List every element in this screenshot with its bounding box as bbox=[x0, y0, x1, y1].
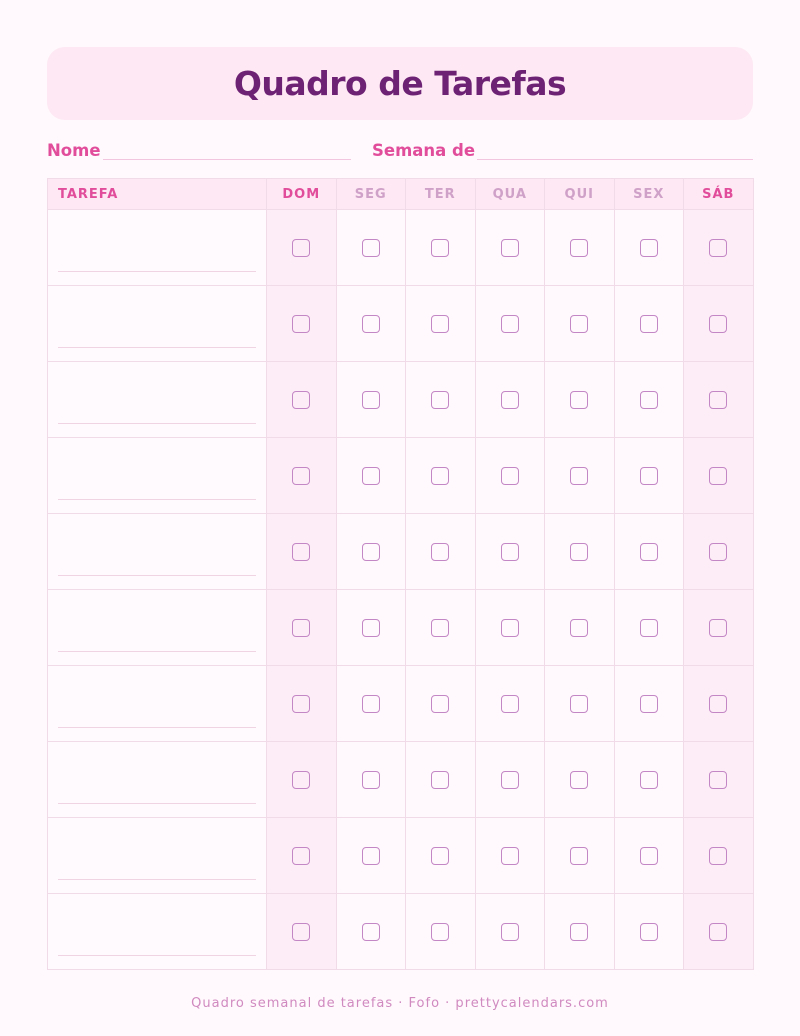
table-row bbox=[48, 438, 754, 514]
name-field[interactable] bbox=[47, 138, 351, 160]
checkbox[interactable] bbox=[292, 239, 310, 257]
task-cell[interactable] bbox=[48, 438, 267, 514]
day-header-dom: DOM bbox=[267, 179, 337, 210]
checkbox[interactable] bbox=[709, 695, 727, 713]
footer-text: Quadro semanal de tarefas · Fofo · prettycalendars.com bbox=[191, 996, 609, 1011]
day-cell bbox=[684, 286, 754, 362]
day-cell bbox=[614, 590, 684, 666]
checkbox[interactable] bbox=[292, 467, 310, 485]
day-cell bbox=[545, 894, 615, 970]
day-cell bbox=[614, 742, 684, 818]
task-cell[interactable] bbox=[48, 818, 267, 894]
day-cell bbox=[545, 590, 615, 666]
checkbox[interactable] bbox=[292, 315, 310, 333]
checkbox[interactable] bbox=[501, 315, 519, 333]
page-title: Quadro de Tarefas bbox=[233, 64, 567, 103]
day-cell bbox=[684, 362, 754, 438]
task-write-line bbox=[58, 347, 256, 348]
checkbox[interactable] bbox=[431, 771, 449, 789]
table-header-row bbox=[48, 179, 754, 210]
checkbox[interactable] bbox=[709, 771, 727, 789]
checkbox[interactable] bbox=[292, 847, 310, 865]
task-write-line bbox=[58, 499, 256, 500]
checkbox[interactable] bbox=[292, 543, 310, 561]
day-cell bbox=[545, 210, 615, 286]
checkbox[interactable] bbox=[709, 619, 727, 637]
task-cell[interactable] bbox=[48, 590, 267, 666]
checkbox[interactable] bbox=[640, 619, 658, 637]
checkbox[interactable] bbox=[362, 771, 380, 789]
day-cell bbox=[406, 590, 476, 666]
week-field[interactable] bbox=[372, 138, 753, 160]
header-fields bbox=[47, 138, 753, 160]
checkbox[interactable] bbox=[501, 467, 519, 485]
day-cell bbox=[267, 742, 337, 818]
checkbox[interactable] bbox=[640, 467, 658, 485]
day-cell bbox=[545, 362, 615, 438]
day-cell bbox=[267, 894, 337, 970]
day-cell bbox=[336, 286, 406, 362]
day-cell bbox=[684, 514, 754, 590]
checkbox[interactable] bbox=[292, 695, 310, 713]
checkbox[interactable] bbox=[640, 391, 658, 409]
checkbox[interactable] bbox=[570, 315, 588, 333]
task-write-line bbox=[58, 423, 256, 424]
day-cell bbox=[545, 742, 615, 818]
day-cell bbox=[475, 818, 545, 894]
checkbox[interactable] bbox=[570, 467, 588, 485]
checkbox[interactable] bbox=[640, 315, 658, 333]
day-header-ter: TER bbox=[406, 179, 476, 210]
checkbox[interactable] bbox=[431, 619, 449, 637]
task-cell[interactable] bbox=[48, 362, 267, 438]
day-cell bbox=[406, 362, 476, 438]
checkbox[interactable] bbox=[431, 467, 449, 485]
checkbox[interactable] bbox=[292, 391, 310, 409]
task-column-header: TAREFA bbox=[48, 179, 267, 210]
checkbox[interactable] bbox=[709, 239, 727, 257]
task-write-line bbox=[58, 803, 256, 804]
day-cell bbox=[684, 894, 754, 970]
checkbox[interactable] bbox=[362, 391, 380, 409]
task-cell[interactable] bbox=[48, 514, 267, 590]
checkbox[interactable] bbox=[362, 467, 380, 485]
day-cell bbox=[267, 210, 337, 286]
table-row bbox=[48, 742, 754, 818]
task-cell[interactable] bbox=[48, 666, 267, 742]
task-write-line bbox=[58, 575, 256, 576]
task-write-line bbox=[58, 727, 256, 728]
checkbox[interactable] bbox=[501, 847, 519, 865]
checkbox[interactable] bbox=[501, 923, 519, 941]
day-header-qui: QUI bbox=[545, 179, 615, 210]
day-cell bbox=[545, 286, 615, 362]
checkbox[interactable] bbox=[709, 847, 727, 865]
checkbox[interactable] bbox=[431, 847, 449, 865]
day-cell bbox=[614, 286, 684, 362]
checkbox[interactable] bbox=[362, 923, 380, 941]
day-cell bbox=[475, 590, 545, 666]
day-cell bbox=[336, 666, 406, 742]
name-input-line[interactable] bbox=[103, 140, 351, 160]
checkbox[interactable] bbox=[501, 771, 519, 789]
checkbox[interactable] bbox=[640, 239, 658, 257]
checkbox[interactable] bbox=[362, 239, 380, 257]
checkbox[interactable] bbox=[570, 543, 588, 561]
checkbox[interactable] bbox=[640, 771, 658, 789]
checkbox[interactable] bbox=[709, 315, 727, 333]
day-cell bbox=[267, 818, 337, 894]
table-row bbox=[48, 362, 754, 438]
task-cell[interactable] bbox=[48, 742, 267, 818]
task-write-line bbox=[58, 879, 256, 880]
checkbox[interactable] bbox=[362, 315, 380, 333]
day-cell bbox=[267, 286, 337, 362]
checkbox[interactable] bbox=[570, 239, 588, 257]
day-cell bbox=[267, 590, 337, 666]
day-cell bbox=[614, 666, 684, 742]
checkbox[interactable] bbox=[570, 695, 588, 713]
day-cell bbox=[336, 742, 406, 818]
task-write-line bbox=[58, 271, 256, 272]
checkbox[interactable] bbox=[431, 695, 449, 713]
checkbox[interactable] bbox=[501, 619, 519, 637]
day-cell bbox=[267, 514, 337, 590]
task-write-line bbox=[58, 955, 256, 956]
day-cell bbox=[406, 514, 476, 590]
task-cell[interactable] bbox=[48, 894, 267, 970]
checkbox[interactable] bbox=[640, 543, 658, 561]
checkbox[interactable] bbox=[292, 923, 310, 941]
checkbox[interactable] bbox=[570, 847, 588, 865]
table-body bbox=[48, 210, 754, 970]
table-row bbox=[48, 894, 754, 970]
day-cell bbox=[406, 438, 476, 514]
day-cell bbox=[267, 362, 337, 438]
day-cell bbox=[614, 514, 684, 590]
day-cell bbox=[267, 666, 337, 742]
day-cell bbox=[614, 894, 684, 970]
table-row bbox=[48, 666, 754, 742]
checkbox[interactable] bbox=[709, 391, 727, 409]
day-cell bbox=[684, 742, 754, 818]
checkbox[interactable] bbox=[292, 619, 310, 637]
day-header-sex: SEX bbox=[614, 179, 684, 210]
checkbox[interactable] bbox=[570, 391, 588, 409]
checkbox[interactable] bbox=[501, 695, 519, 713]
day-cell bbox=[336, 514, 406, 590]
day-cell bbox=[336, 818, 406, 894]
day-cell bbox=[614, 362, 684, 438]
day-cell bbox=[614, 210, 684, 286]
day-cell bbox=[336, 210, 406, 286]
table-row bbox=[48, 818, 754, 894]
day-cell bbox=[336, 362, 406, 438]
checkbox[interactable] bbox=[362, 619, 380, 637]
day-cell bbox=[545, 438, 615, 514]
day-header-sab: SÁB bbox=[684, 179, 754, 210]
day-cell bbox=[684, 210, 754, 286]
day-cell bbox=[614, 438, 684, 514]
day-cell bbox=[684, 666, 754, 742]
task-write-line bbox=[58, 651, 256, 652]
checkbox[interactable] bbox=[362, 847, 380, 865]
day-cell bbox=[475, 362, 545, 438]
checkbox[interactable] bbox=[640, 923, 658, 941]
day-cell bbox=[336, 590, 406, 666]
table-row bbox=[48, 286, 754, 362]
checkbox[interactable] bbox=[501, 239, 519, 257]
day-cell bbox=[406, 286, 476, 362]
day-cell bbox=[267, 438, 337, 514]
day-cell bbox=[545, 514, 615, 590]
checkbox[interactable] bbox=[501, 543, 519, 561]
table-row bbox=[48, 514, 754, 590]
checkbox[interactable] bbox=[431, 391, 449, 409]
table-row bbox=[48, 210, 754, 286]
day-cell bbox=[684, 818, 754, 894]
day-cell bbox=[475, 514, 545, 590]
checkbox[interactable] bbox=[362, 695, 380, 713]
day-cell bbox=[406, 818, 476, 894]
week-label: Semana de bbox=[372, 141, 476, 160]
title-banner bbox=[47, 47, 753, 120]
day-cell bbox=[475, 666, 545, 742]
checkbox[interactable] bbox=[570, 771, 588, 789]
day-cell bbox=[406, 742, 476, 818]
checkbox[interactable] bbox=[570, 923, 588, 941]
checkbox[interactable] bbox=[640, 695, 658, 713]
day-cell bbox=[475, 286, 545, 362]
day-cell bbox=[614, 818, 684, 894]
checkbox[interactable] bbox=[431, 239, 449, 257]
checkbox[interactable] bbox=[640, 847, 658, 865]
day-cell bbox=[475, 894, 545, 970]
checkbox[interactable] bbox=[362, 543, 380, 561]
day-cell bbox=[336, 438, 406, 514]
task-cell[interactable] bbox=[48, 210, 267, 286]
day-cell bbox=[545, 818, 615, 894]
task-cell[interactable] bbox=[48, 286, 267, 362]
day-cell bbox=[406, 894, 476, 970]
week-input-line[interactable] bbox=[477, 140, 753, 160]
chore-table bbox=[47, 178, 754, 970]
day-cell bbox=[684, 590, 754, 666]
day-cell bbox=[475, 742, 545, 818]
checkbox[interactable] bbox=[431, 543, 449, 561]
table-row bbox=[48, 590, 754, 666]
checkbox[interactable] bbox=[709, 923, 727, 941]
day-cell bbox=[475, 438, 545, 514]
checkbox[interactable] bbox=[570, 619, 588, 637]
checkbox[interactable] bbox=[501, 391, 519, 409]
day-header-seg: SEG bbox=[336, 179, 406, 210]
day-cell bbox=[336, 894, 406, 970]
checkbox[interactable] bbox=[431, 315, 449, 333]
day-cell bbox=[406, 666, 476, 742]
checkbox[interactable] bbox=[292, 771, 310, 789]
day-cell bbox=[475, 210, 545, 286]
day-cell bbox=[406, 210, 476, 286]
day-cell bbox=[545, 666, 615, 742]
checkbox[interactable] bbox=[709, 543, 727, 561]
name-label: Nome bbox=[47, 141, 101, 160]
checkbox[interactable] bbox=[431, 923, 449, 941]
day-header-qua: QUA bbox=[475, 179, 545, 210]
checkbox[interactable] bbox=[709, 467, 727, 485]
day-cell bbox=[684, 438, 754, 514]
